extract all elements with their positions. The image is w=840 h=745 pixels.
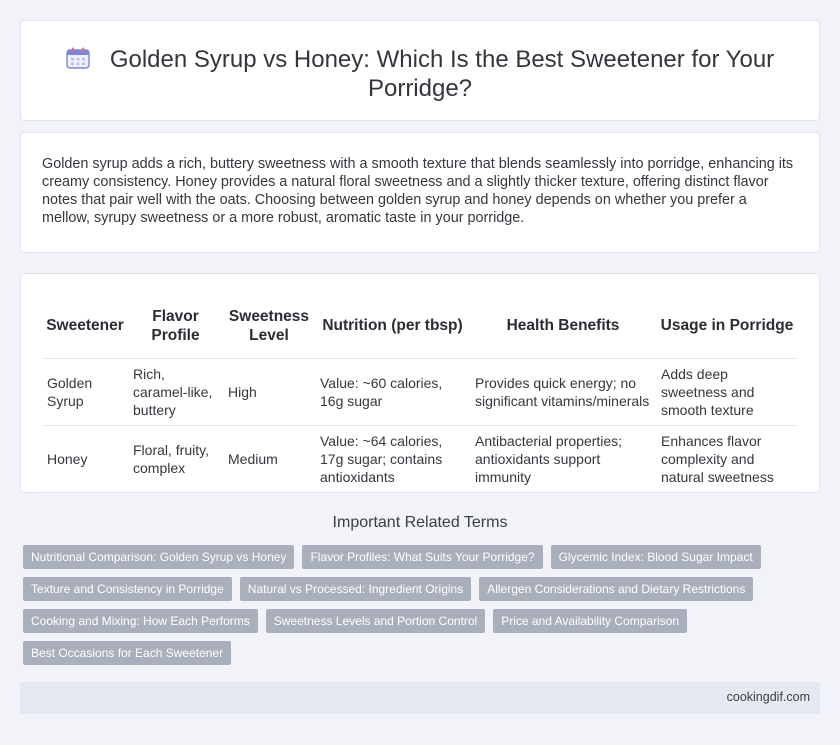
related-terms-list	[23, 545, 783, 665]
table-cell: Value: ~64 calories, 17g sugar; contains antioxidants	[315, 425, 470, 492]
column-header: Sweetness Level	[223, 294, 315, 358]
table-cell: High	[223, 358, 315, 425]
related-term-tag[interactable]: Glycemic Index: Blood Sugar Impact	[551, 545, 761, 569]
column-header: Health Benefits	[470, 294, 656, 358]
page-title	[21, 45, 819, 103]
table-cell: Adds deep sweetness and smooth texture	[656, 358, 798, 425]
related-terms-heading: Important Related Terms	[332, 514, 508, 531]
related-term-tag[interactable]: Cooking and Mixing: How Each Performs	[23, 609, 258, 633]
table-cell: Enhances flavor complexity and natural sweetness	[656, 425, 798, 492]
related-term-tag[interactable]: Best Occasions for Each Sweetener	[23, 641, 231, 665]
footer-site-link[interactable]: cookingdif.com	[726, 690, 810, 704]
table-cell: Floral, fruity, complex	[128, 425, 223, 492]
table-cell: Antibacterial properties; antioxidants support immunity	[470, 425, 656, 492]
table-header-row	[42, 294, 798, 358]
column-header: Nutrition (per tbsp)	[315, 294, 470, 358]
comparison-table	[42, 294, 798, 493]
title-card	[20, 20, 820, 121]
related-term-tag[interactable]: Nutritional Comparison: Golden Syrup vs Honey	[23, 545, 294, 569]
column-header: Usage in Porridge	[656, 294, 798, 358]
table-cell: Provides quick energy; no significant vitamins/minerals	[470, 358, 656, 425]
calendar-icon	[66, 47, 90, 69]
table-cell: Golden Syrup	[42, 358, 128, 425]
table-row	[42, 425, 798, 492]
intro-paragraph: Golden syrup adds a rich, buttery sweetness with a smooth texture that blends seamlessly into porridge, enhancing its creamy consistency. Honey provides a natural floral sweetness and a slightly thicker texture, offering distinct flavor notes that pair well with the oats. Choosing between golden syrup and honey depends on whether you prefer a mellow, syrupy sweetness or a more robust, aromatic taste in your porridge.	[42, 156, 794, 226]
related-term-tag[interactable]: Price and Availability Comparison	[493, 609, 687, 633]
table-cell: Value: ~60 calories, 16g sugar	[315, 358, 470, 425]
column-header: Flavor Profile	[128, 294, 223, 358]
related-term-tag[interactable]: Allergen Considerations and Dietary Restrictions	[479, 577, 753, 601]
page-title-text: Golden Syrup vs Honey: Which Is the Best Sweetener for Your Porridge?	[109, 46, 775, 102]
related-term-tag[interactable]: Sweetness Levels and Portion Control	[266, 609, 485, 633]
related-term-tag[interactable]: Natural vs Processed: Ingredient Origins	[240, 577, 471, 601]
comparison-table-card	[20, 273, 820, 493]
table-row	[42, 358, 798, 425]
table-cell: Rich, caramel-like, buttery	[128, 358, 223, 425]
table-cell: Honey	[42, 425, 128, 492]
column-header: Sweetener	[42, 294, 128, 358]
table-cell: Medium	[223, 425, 315, 492]
related-term-tag[interactable]: Texture and Consistency in Porridge	[23, 577, 232, 601]
related-term-tag[interactable]: Flavor Profiles: What Suits Your Porridge?	[302, 545, 542, 569]
footer-bar	[20, 682, 820, 714]
intro-card	[20, 132, 820, 253]
